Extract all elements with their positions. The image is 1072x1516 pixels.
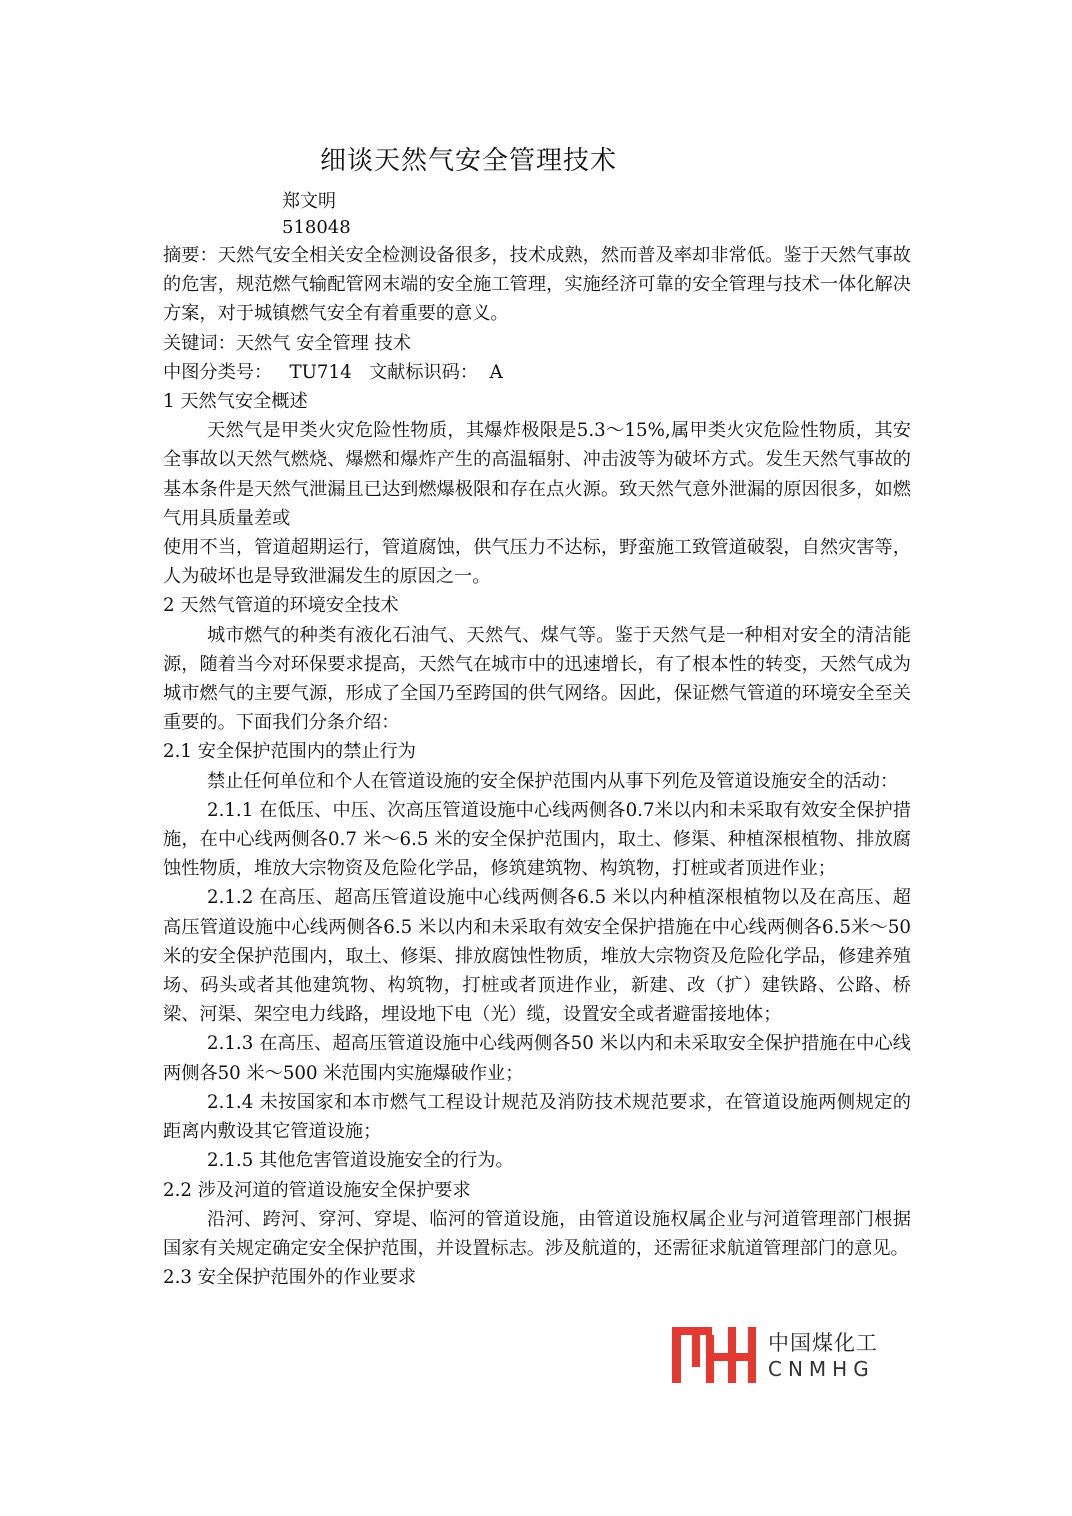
cnmhg-logo-icon — [670, 1325, 758, 1385]
keywords: 关键词：天然气 安全管理 技术 — [163, 332, 412, 354]
paragraph: 禁止任何单位和个人在管道设施的安全保护范围内从事下列危及管道设施安全的活动： — [207, 770, 899, 792]
classification: 中图分类号： TU714 文献标识码： A — [163, 361, 503, 383]
page-title: 细谈天然气安全管理技术 — [320, 146, 618, 176]
paragraph: 2.1.2 在高压、超高压管道设施中心线两侧各6.5 米以内种植深根植物以及在高压、超高压管道设施中心线两侧各6.5 米以内和未采取有效安全保护措施在中心线两侧各6.5米～50 米的安全保护范围内，取土、修渠、排放腐蚀性物质，堆放大宗物资及危险化学品，修建养殖场、码头或者其他建筑物、构筑物，打桩或者顶进作业，新建、改（扩）建铁路、公路、桥梁、河渠、架空电力线路，埋设地下电（光）缆，设置安全或者避雷接地体； — [163, 887, 911, 1026]
section-heading: 2.1 安全保护范围内的禁止行为 — [163, 741, 416, 763]
author-name: 郑文明 — [282, 191, 336, 212]
paragraph: 沿河、跨河、穿河、穿堤、临河的管道设施，由管道设施权属企业与河道管理部门根据国家有关规定确定安全保护范围，并设置标志。涉及航道的，还需征求航道管理部门的意见。 — [163, 1208, 911, 1259]
logo-chinese-text: 中国煤化工 — [768, 1331, 878, 1355]
logo-english-text: CNMHG — [768, 1357, 875, 1381]
section-heading: 1 天然气安全概述 — [163, 391, 308, 413]
paragraph: 使用不当，管道超期运行，管道腐蚀，供气压力不达标，野蛮施工致管道破裂，自然灾害等，人为破坏也是导致泄漏发生的原因之一。 — [163, 537, 911, 588]
watermark-logo — [670, 1325, 880, 1387]
section-heading: 2 天然气管道的环境安全技术 — [163, 595, 399, 617]
section-heading: 2.2 涉及河道的管道设施安全保护要求 — [163, 1179, 471, 1201]
paragraph: 天然气是甲类火灾危险性物质，其爆炸极限是5.3～15%,属甲类火灾危险性物质，其安全事故以天然气燃烧、爆燃和爆炸产生的高温辐射、冲击波等为破坏方式。发生天然气事故的基本条件是天然气泄漏且已达到燃爆极限和存在点火源。致天然气意外泄漏的原因很多，如燃气用具质量差或 — [163, 420, 911, 529]
paragraph: 城市燃气的种类有液化石油气、天然气、煤气等。鉴于天然气是一种相对安全的清洁能源，随着当今对环保要求提高，天然气在城市中的迅速增长，有了根本性的转变，天然气成为城市燃气的主要气源，形成了全国乃至跨国的供气网络。因此，保证燃气管道的环境安全至关重要的。下面我们分条介绍： — [163, 624, 911, 734]
postcode: 518048 — [282, 217, 351, 238]
paragraph: 2.1.1 在低压、中压、次高压管道设施中心线两侧各0.7米以内和未采取有效安全保护措施，在中心线两侧各0.7 米～6.5 米的安全保护范围内，取土、修渠、种植深根植物、排放腐蚀性物质，堆放大宗物资及危险化学品，修筑建筑物、构筑物，打桩或者顶进作业； — [163, 799, 911, 880]
section-heading: 2.3 安全保护范围外的作业要求 — [163, 1267, 416, 1289]
paragraph: 2.1.3 在高压、超高压管道设施中心线两侧各50 米以内和未采取安全保护措施在中心线两侧各50 米～500 米范围内实施爆破作业； — [163, 1033, 911, 1084]
abstract: 摘要：天然气安全相关安全检测设备很多，技术成熟，然而普及率却非常低。鉴于天然气事故的危害，规范燃气输配管网末端的安全施工管理，实施经济可靠的安全管理与技术一体化解决方案，对于城镇燃气安全有着重要的意义。 — [163, 245, 911, 325]
sections — [163, 387, 911, 1292]
paragraph: 2.1.5 其他危害管道设施安全的行为。 — [207, 1150, 514, 1172]
paragraph: 2.1.4 未按国家和本市燃气工程设计规范及消防技术规范要求，在管道设施两侧规定的距离内敷设其它管道设施； — [163, 1091, 911, 1143]
article-body — [163, 241, 911, 1292]
